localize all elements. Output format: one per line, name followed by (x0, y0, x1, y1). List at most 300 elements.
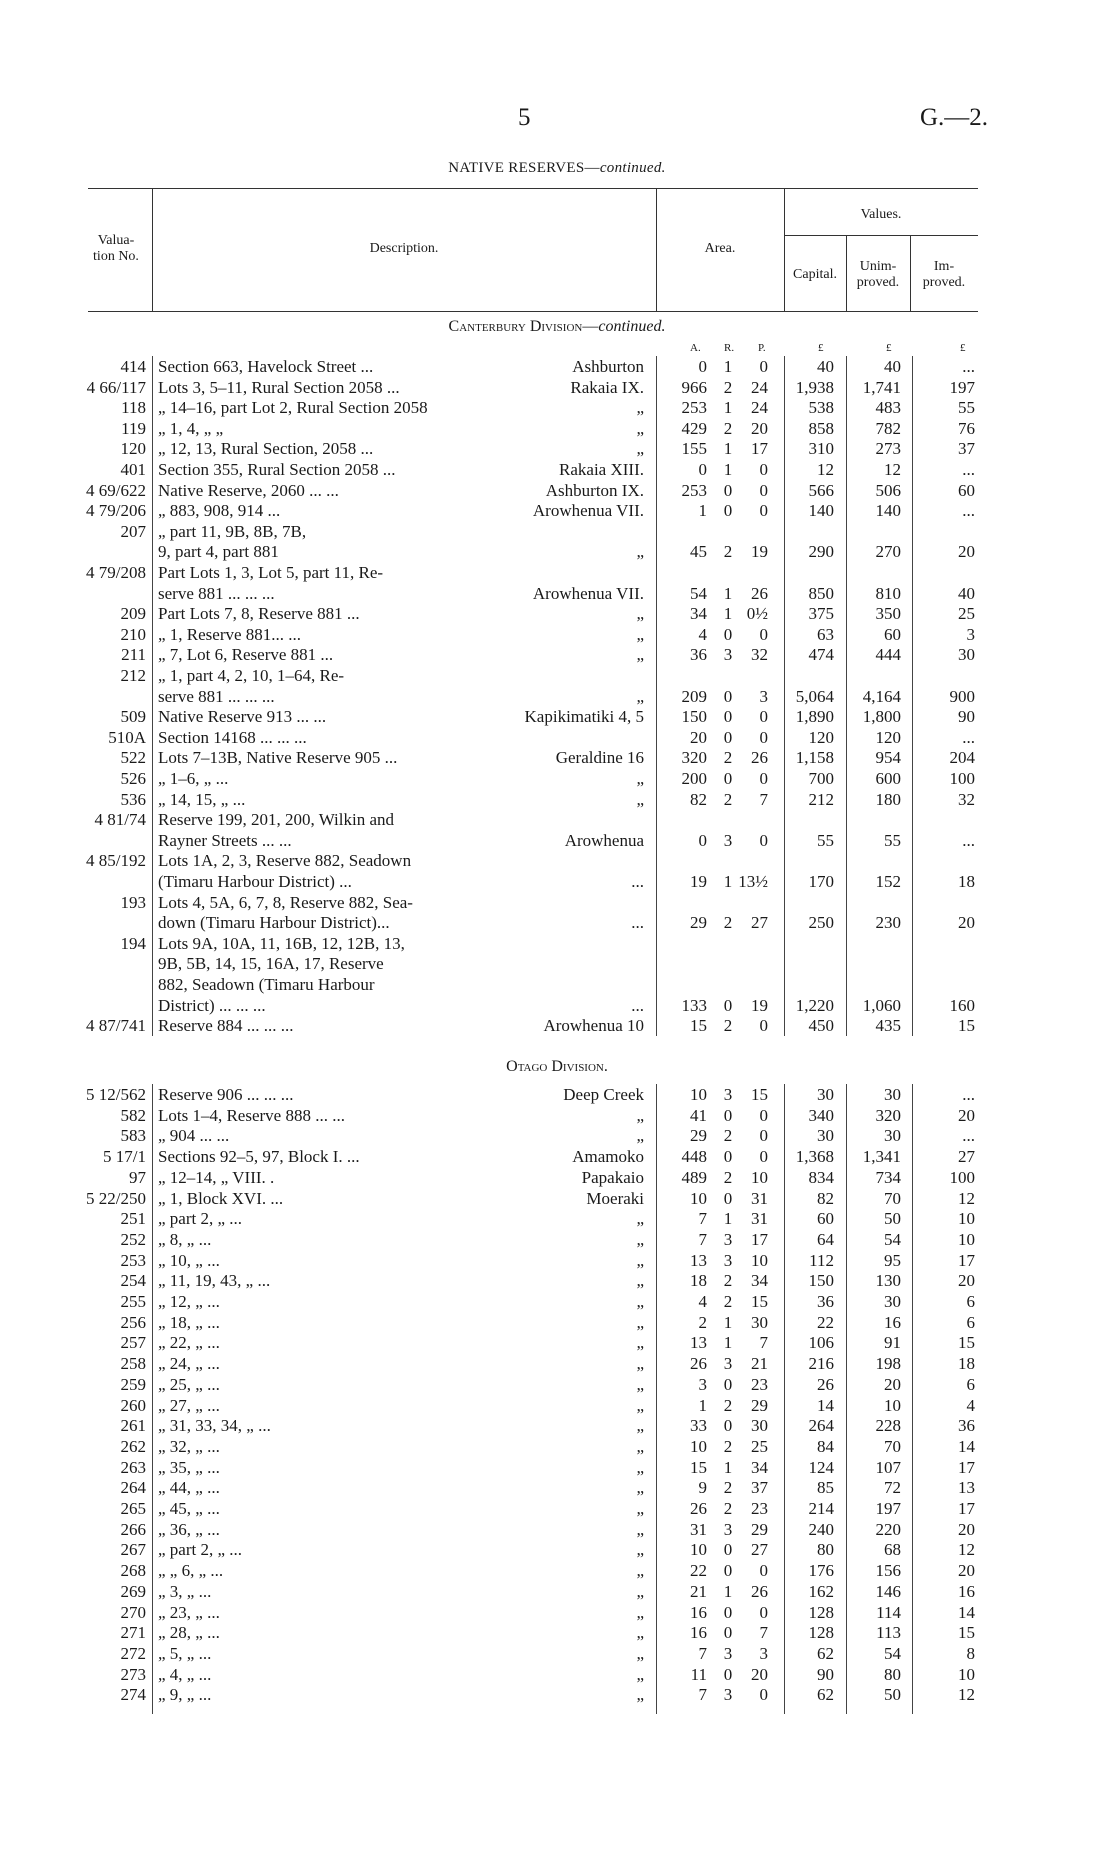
improved-value: 32 (958, 789, 975, 809)
improved-value: 14 (958, 1602, 975, 1622)
table-row (0, 1147, 1114, 1167)
table-row (0, 831, 1114, 851)
area-roods: 0 (723, 1602, 733, 1622)
area-acres: 150 (681, 707, 707, 727)
place: ... (631, 872, 644, 891)
valuation-no: 266 (120, 1519, 146, 1539)
area-perches: 31 (751, 1209, 768, 1229)
valuation-no: 536 (120, 789, 146, 809)
description: „ 1, Reserve 881... ... (158, 624, 302, 644)
area-acres: 4 (698, 1292, 707, 1311)
description: „ part 11, 9B, 8B, 7B, (158, 521, 307, 541)
area-roods: 0 (723, 769, 733, 788)
description: 9, part 4, part 881 (158, 542, 279, 562)
area-acres: 82 (690, 789, 707, 809)
table-row (0, 1665, 1114, 1685)
capital-value: 150 (808, 1271, 834, 1291)
area-acres: 21 (690, 1581, 707, 1601)
description: „ 10, „ ... (158, 1250, 220, 1270)
place: „ (636, 645, 644, 665)
area-roods: 2 (723, 542, 733, 562)
description: Lots 1A, 2, 3, Reserve 882, Seadown (158, 851, 412, 871)
unimproved-value: 152 (875, 872, 901, 891)
unimproved-value: 197 (875, 1499, 901, 1518)
area-perches: 13½ (738, 872, 768, 891)
area-perches: 19 (751, 995, 768, 1015)
improved-value: 15 (958, 1333, 975, 1353)
table-row (0, 439, 1114, 459)
unimproved-value: 130 (875, 1271, 901, 1291)
table-row (0, 893, 1114, 913)
description: Section 663, Havelock Street ... (158, 357, 374, 376)
area-acres: 1 (698, 501, 707, 521)
area-perches: 0 (759, 1105, 768, 1125)
description: „ 14, 15, „ ... (158, 789, 246, 809)
unimproved-value: 228 (875, 1416, 901, 1436)
place: „ (636, 1457, 644, 1477)
area-perches: 0 (759, 480, 768, 500)
description: „ 904 ... ... (158, 1126, 230, 1146)
area-roods: 2 (723, 913, 733, 933)
improved-value: 6 (966, 1312, 975, 1332)
area-roods: 0 (723, 1147, 733, 1167)
area-acres: 10 (690, 1188, 707, 1208)
description: „ 4, „ ... (158, 1664, 212, 1684)
table-row (0, 748, 1114, 768)
table-row (0, 1540, 1114, 1560)
place: „ (636, 789, 644, 809)
area-roods: 0 (723, 727, 733, 747)
capital-value: 264 (808, 1416, 834, 1436)
description: Reserve 906 ... ... ... (158, 1085, 294, 1104)
area-roods: 0 (723, 1561, 733, 1581)
area-perches: 20 (751, 418, 768, 438)
capital-value: 140 (808, 501, 834, 521)
area-perches: 23 (751, 1374, 768, 1394)
capital-value: 63 (817, 624, 834, 644)
improved-value: 25 (958, 604, 975, 624)
valuation-no: 267 (120, 1540, 146, 1560)
area-roods: 3 (723, 1085, 733, 1104)
area-perches: 30 (751, 1312, 768, 1332)
description: „ 9, „ ... (158, 1685, 212, 1705)
valuation-no: 273 (120, 1664, 146, 1684)
area-acres: 16 (690, 1623, 707, 1643)
area-acres: 10 (690, 1540, 707, 1560)
description: „ „ 6, „ ... (158, 1561, 224, 1581)
valuation-no: 209 (120, 604, 146, 624)
area-roods: 0 (723, 501, 733, 521)
area-perches: 29 (751, 1395, 768, 1415)
unimproved-value: 70 (884, 1188, 901, 1208)
capital-value: 375 (808, 604, 834, 624)
description: Sections 92–5, 97, Block I. ... (158, 1147, 360, 1167)
area-roods: 0 (723, 995, 733, 1015)
place: „ (636, 398, 644, 418)
area-acres: 15 (690, 1016, 707, 1036)
place: Arowhenua 10 (543, 1016, 644, 1036)
description: Reserve 199, 201, 200, Wilkin and (158, 810, 395, 830)
area-perches: 15 (751, 1292, 768, 1311)
place: Geraldine 16 (555, 748, 644, 768)
description: 9B, 5B, 14, 15, 16A, 17, Reserve (158, 954, 384, 974)
valuation-no: 255 (120, 1292, 146, 1311)
unimproved-value: 120 (875, 727, 901, 747)
valuation-no: 5 22/250 (86, 1188, 146, 1208)
improved-value: 30 (958, 645, 975, 665)
area-perches: 0 (759, 624, 768, 644)
description: Section 14168 ... ... ... (158, 727, 307, 747)
area-acres: 253 (681, 480, 707, 500)
valuation-no: 252 (120, 1229, 146, 1249)
place: „ (636, 686, 644, 706)
improved-value: 12 (958, 1540, 975, 1560)
table-row (0, 398, 1114, 418)
area-roods: 0 (723, 686, 733, 706)
table-row (0, 501, 1114, 521)
capital-value: 176 (808, 1561, 834, 1581)
table-row (0, 934, 1114, 954)
place: Ashburton (572, 357, 644, 376)
area-perches: 30 (751, 1416, 768, 1436)
improved-value: 10 (958, 1209, 975, 1229)
area-acres: 10 (690, 1085, 707, 1104)
capital-value: 1,938 (795, 377, 834, 397)
place: Kapikimatiki 4, 5 (524, 707, 644, 727)
place: „ (636, 1105, 644, 1125)
table-row (0, 872, 1114, 892)
area-perches: 0 (759, 1147, 768, 1167)
area-perches: 17 (751, 439, 768, 459)
table-row (0, 1644, 1114, 1664)
valuation-no: 262 (120, 1436, 146, 1456)
area-acres: 15 (690, 1457, 707, 1477)
unimproved-value: 180 (875, 789, 901, 809)
valuation-no: 5 17/1 (103, 1147, 146, 1167)
unimproved-value: 198 (875, 1354, 901, 1374)
valuation-no: 522 (120, 748, 146, 768)
description: „ 32, „ ... (158, 1436, 220, 1456)
capital-value: 82 (817, 1188, 834, 1208)
place: „ (636, 1581, 644, 1601)
table-row (0, 1230, 1114, 1250)
place: Arowhenua VII. (532, 501, 644, 521)
area-roods: 3 (723, 1250, 733, 1270)
area-acres: 7 (698, 1685, 707, 1705)
valuation-no: 583 (120, 1126, 146, 1146)
capital-value: 290 (808, 542, 834, 562)
improved-value: 76 (958, 418, 975, 438)
improved-value: 20 (958, 913, 975, 933)
description: „ 8, „ ... (158, 1229, 212, 1249)
capital-value: 14 (817, 1395, 834, 1415)
canterbury-heading-text: Canterbury Division— (448, 318, 599, 335)
improved-value: 4 (966, 1395, 975, 1415)
table-row (0, 954, 1114, 974)
place: „ (636, 1271, 644, 1291)
unimproved-value: 270 (875, 542, 901, 562)
description: „ part 2, „ ... (158, 1209, 243, 1229)
area-acres: 1 (698, 1395, 707, 1415)
description: „ 18, „ ... (158, 1312, 220, 1332)
improved-value: 15 (958, 1016, 975, 1036)
unimproved-value: 40 (884, 357, 901, 376)
place: „ (636, 1540, 644, 1560)
canterbury-heading (0, 318, 1114, 336)
area-perches: 20 (751, 1664, 768, 1684)
place: ... (631, 995, 644, 1015)
table-row (0, 522, 1114, 542)
table-row (0, 1499, 1114, 1519)
table-row (0, 625, 1114, 645)
improved-value: 204 (949, 748, 975, 768)
place: „ (636, 542, 644, 562)
capital-value: 84 (817, 1436, 834, 1456)
area-roods: 1 (723, 1581, 733, 1601)
area-acres: 155 (681, 439, 707, 459)
area-roods: 2 (723, 1167, 733, 1187)
capital-value: 1,890 (795, 707, 834, 727)
description: Native Reserve 913 ... ... (158, 707, 327, 727)
area-perches: 23 (751, 1499, 768, 1518)
improved-value: 40 (958, 583, 975, 603)
improved-value: 17 (958, 1499, 975, 1518)
table-row (0, 1458, 1114, 1478)
table-row (0, 1685, 1114, 1705)
capital-value: 62 (817, 1685, 834, 1705)
capital-value: 310 (808, 439, 834, 459)
capital-value: 240 (808, 1519, 834, 1539)
area-acres: 209 (681, 686, 707, 706)
area-roods: 0 (723, 1374, 733, 1394)
valuation-no: 254 (120, 1271, 146, 1291)
header-valuation-no: Valua- tion No. (93, 233, 139, 264)
area-acres: 34 (690, 604, 707, 624)
valuation-no: 207 (120, 521, 146, 541)
table-row (0, 728, 1114, 748)
improved-value: 17 (958, 1250, 975, 1270)
place: „ (636, 1436, 644, 1456)
improved-value: 3 (966, 624, 975, 644)
valuation-no: 4 79/206 (86, 501, 146, 521)
capital-value: 30 (817, 1126, 834, 1146)
capital-value: 850 (808, 583, 834, 603)
table-header (88, 188, 978, 312)
capital-value: 120 (808, 727, 834, 747)
area-perches: 31 (751, 1188, 768, 1208)
valuation-no: 258 (120, 1354, 146, 1374)
area-acres: 133 (681, 995, 707, 1015)
header-description: Description. (369, 241, 439, 256)
description: „ 44, „ ... (158, 1478, 220, 1498)
valuation-no: 414 (120, 357, 146, 376)
area-perches: 0 (759, 460, 768, 479)
unimproved-value: 600 (875, 769, 901, 788)
area-roods: 2 (723, 1126, 733, 1146)
valuation-no: 260 (120, 1395, 146, 1415)
area-perches: 29 (751, 1519, 768, 1539)
capital-value: 36 (817, 1292, 834, 1311)
capital-value: 80 (817, 1540, 834, 1560)
valuation-no: 119 (121, 418, 146, 438)
capital-value: 1,158 (795, 748, 834, 768)
description: „ 14–16, part Lot 2, Rural Section 2058 (158, 398, 428, 418)
area-acres: 16 (690, 1602, 707, 1622)
area-acres: 20 (690, 727, 707, 747)
improved-value: 160 (949, 995, 975, 1015)
table-row (0, 790, 1114, 810)
table-row (0, 563, 1114, 583)
area-roods: 2 (723, 1271, 733, 1291)
unimproved-value: 782 (875, 418, 901, 438)
unimproved-value: 107 (875, 1457, 901, 1477)
description: 882, Seadown (Timaru Harbour (158, 975, 375, 994)
area-perches: 21 (751, 1354, 768, 1374)
area-roods: 3 (723, 1519, 733, 1539)
area-acres: 45 (690, 542, 707, 562)
area-roods: 1 (723, 439, 733, 459)
title-main: NATIVE RESERVES— (448, 160, 600, 176)
capital-value: 62 (817, 1643, 834, 1663)
description: „ 883, 908, 914 ... (158, 501, 281, 521)
capital-value: 834 (808, 1167, 834, 1187)
unit-roods: R. (724, 342, 735, 354)
area-perches: 10 (751, 1167, 768, 1187)
area-roods: 3 (723, 1685, 733, 1705)
valuation-no: 211 (121, 645, 146, 665)
valuation-no: 264 (120, 1478, 146, 1498)
area-perches: 3 (759, 1643, 768, 1663)
description: Lots 4, 5A, 6, 7, 8, Reserve 882, Sea- (158, 892, 413, 912)
valuation-no: 271 (120, 1623, 146, 1643)
valuation-no: 265 (120, 1499, 146, 1518)
area-roods: 2 (723, 789, 733, 809)
capital-value: 450 (808, 1016, 834, 1036)
unimproved-value: 1,800 (862, 707, 901, 727)
area-acres: 2 (698, 1312, 707, 1332)
place: „ (636, 1499, 644, 1518)
description: „ 25, „ ... (158, 1374, 220, 1394)
unimproved-value: 55 (884, 830, 901, 850)
improved-value: 900 (949, 686, 975, 706)
valuation-no: 4 85/192 (86, 851, 146, 871)
capital-value: 858 (808, 418, 834, 438)
capital-value: 64 (817, 1229, 834, 1249)
description: „ part 2, „ ... (158, 1540, 243, 1560)
table-row (0, 996, 1114, 1016)
capital-value: 340 (808, 1105, 834, 1125)
description: „ 27, „ ... (158, 1395, 220, 1415)
place: Arowhenua VII. (532, 583, 644, 603)
area-roods: 3 (723, 645, 733, 665)
unit-pound-unimproved: £ (886, 342, 892, 354)
document-reference: G.—2. (920, 104, 989, 131)
valuation-no: 257 (120, 1333, 146, 1353)
table-row (0, 1416, 1114, 1436)
area-acres: 19 (690, 872, 707, 891)
area-acres: 54 (690, 583, 707, 603)
table-row (0, 645, 1114, 665)
area-acres: 4 (698, 624, 707, 644)
unimproved-value: 50 (884, 1685, 901, 1705)
place: „ (636, 1478, 644, 1498)
improved-value: 16 (958, 1581, 975, 1601)
description: „ 31, 33, 34, „ ... (158, 1416, 271, 1436)
area-acres: 0 (698, 357, 707, 376)
description: serve 881 ... ... ... (158, 583, 275, 603)
area-roods: 2 (723, 1499, 733, 1518)
unimproved-value: 54 (884, 1643, 901, 1663)
place: „ (636, 769, 644, 788)
improved-value: 6 (966, 1374, 975, 1394)
table-row (0, 378, 1114, 398)
area-roods: 2 (723, 1395, 733, 1415)
description: „ 1, 4, „ „ (158, 418, 224, 438)
valuation-no: 210 (120, 624, 146, 644)
description: Part Lots 7, 8, Reserve 881 ... (158, 604, 360, 624)
area-roods: 3 (723, 1354, 733, 1374)
unimproved-value: 1,060 (862, 995, 901, 1015)
area-roods: 2 (723, 1436, 733, 1456)
unimproved-value: 506 (875, 480, 901, 500)
area-roods: 0 (723, 1188, 733, 1208)
area-roods: 2 (723, 1016, 733, 1036)
unimproved-value: 12 (884, 460, 901, 479)
area-roods: 1 (723, 1457, 733, 1477)
place: „ (636, 1250, 644, 1270)
place: Papakaio (581, 1167, 644, 1187)
valuation-no: 4 66/117 (86, 377, 146, 397)
description: Lots 1–4, Reserve 888 ... ... (158, 1105, 345, 1125)
improved-value: 12 (958, 1188, 975, 1208)
unimproved-value: 16 (884, 1312, 901, 1332)
table-row (0, 1313, 1114, 1333)
unimproved-value: 95 (884, 1250, 901, 1270)
area-acres: 3 (698, 1374, 707, 1394)
place: Ashburton IX. (545, 480, 644, 500)
area-acres: 10 (690, 1436, 707, 1456)
header-improved: Im- proved. (922, 259, 966, 290)
unimproved-value: 10 (884, 1395, 901, 1415)
description: „ 1, part 4, 2, 10, 1–64, Re- (158, 666, 345, 685)
capital-value: 162 (808, 1581, 834, 1601)
area-roods: 1 (723, 583, 733, 603)
description: serve 881 ... ... ... (158, 686, 275, 706)
capital-value: 566 (808, 480, 834, 500)
table-row (0, 810, 1114, 830)
area-acres: 9 (698, 1478, 707, 1498)
description: „ 5, „ ... (158, 1643, 212, 1663)
place: Deep Creek (563, 1085, 644, 1104)
improved-value: 100 (949, 769, 975, 788)
area-acres: 429 (681, 418, 707, 438)
place: „ (636, 1623, 644, 1643)
description: Native Reserve, 2060 ... ... (158, 480, 339, 500)
unit-pound-capital: £ (818, 342, 824, 354)
area-acres: 7 (698, 1229, 707, 1249)
improved-value: 10 (958, 1664, 975, 1684)
improved-value: ... (962, 727, 975, 747)
valuation-no: 259 (120, 1374, 146, 1394)
area-roods: 1 (723, 460, 733, 479)
valuation-no: 4 79/208 (86, 563, 146, 582)
area-roods: 1 (723, 1209, 733, 1229)
capital-value: 30 (817, 1085, 834, 1104)
area-acres: 7 (698, 1643, 707, 1663)
table-row (0, 851, 1114, 871)
area-acres: 13 (690, 1333, 707, 1353)
description: Lots 7–13B, Native Reserve 905 ... (158, 748, 398, 768)
